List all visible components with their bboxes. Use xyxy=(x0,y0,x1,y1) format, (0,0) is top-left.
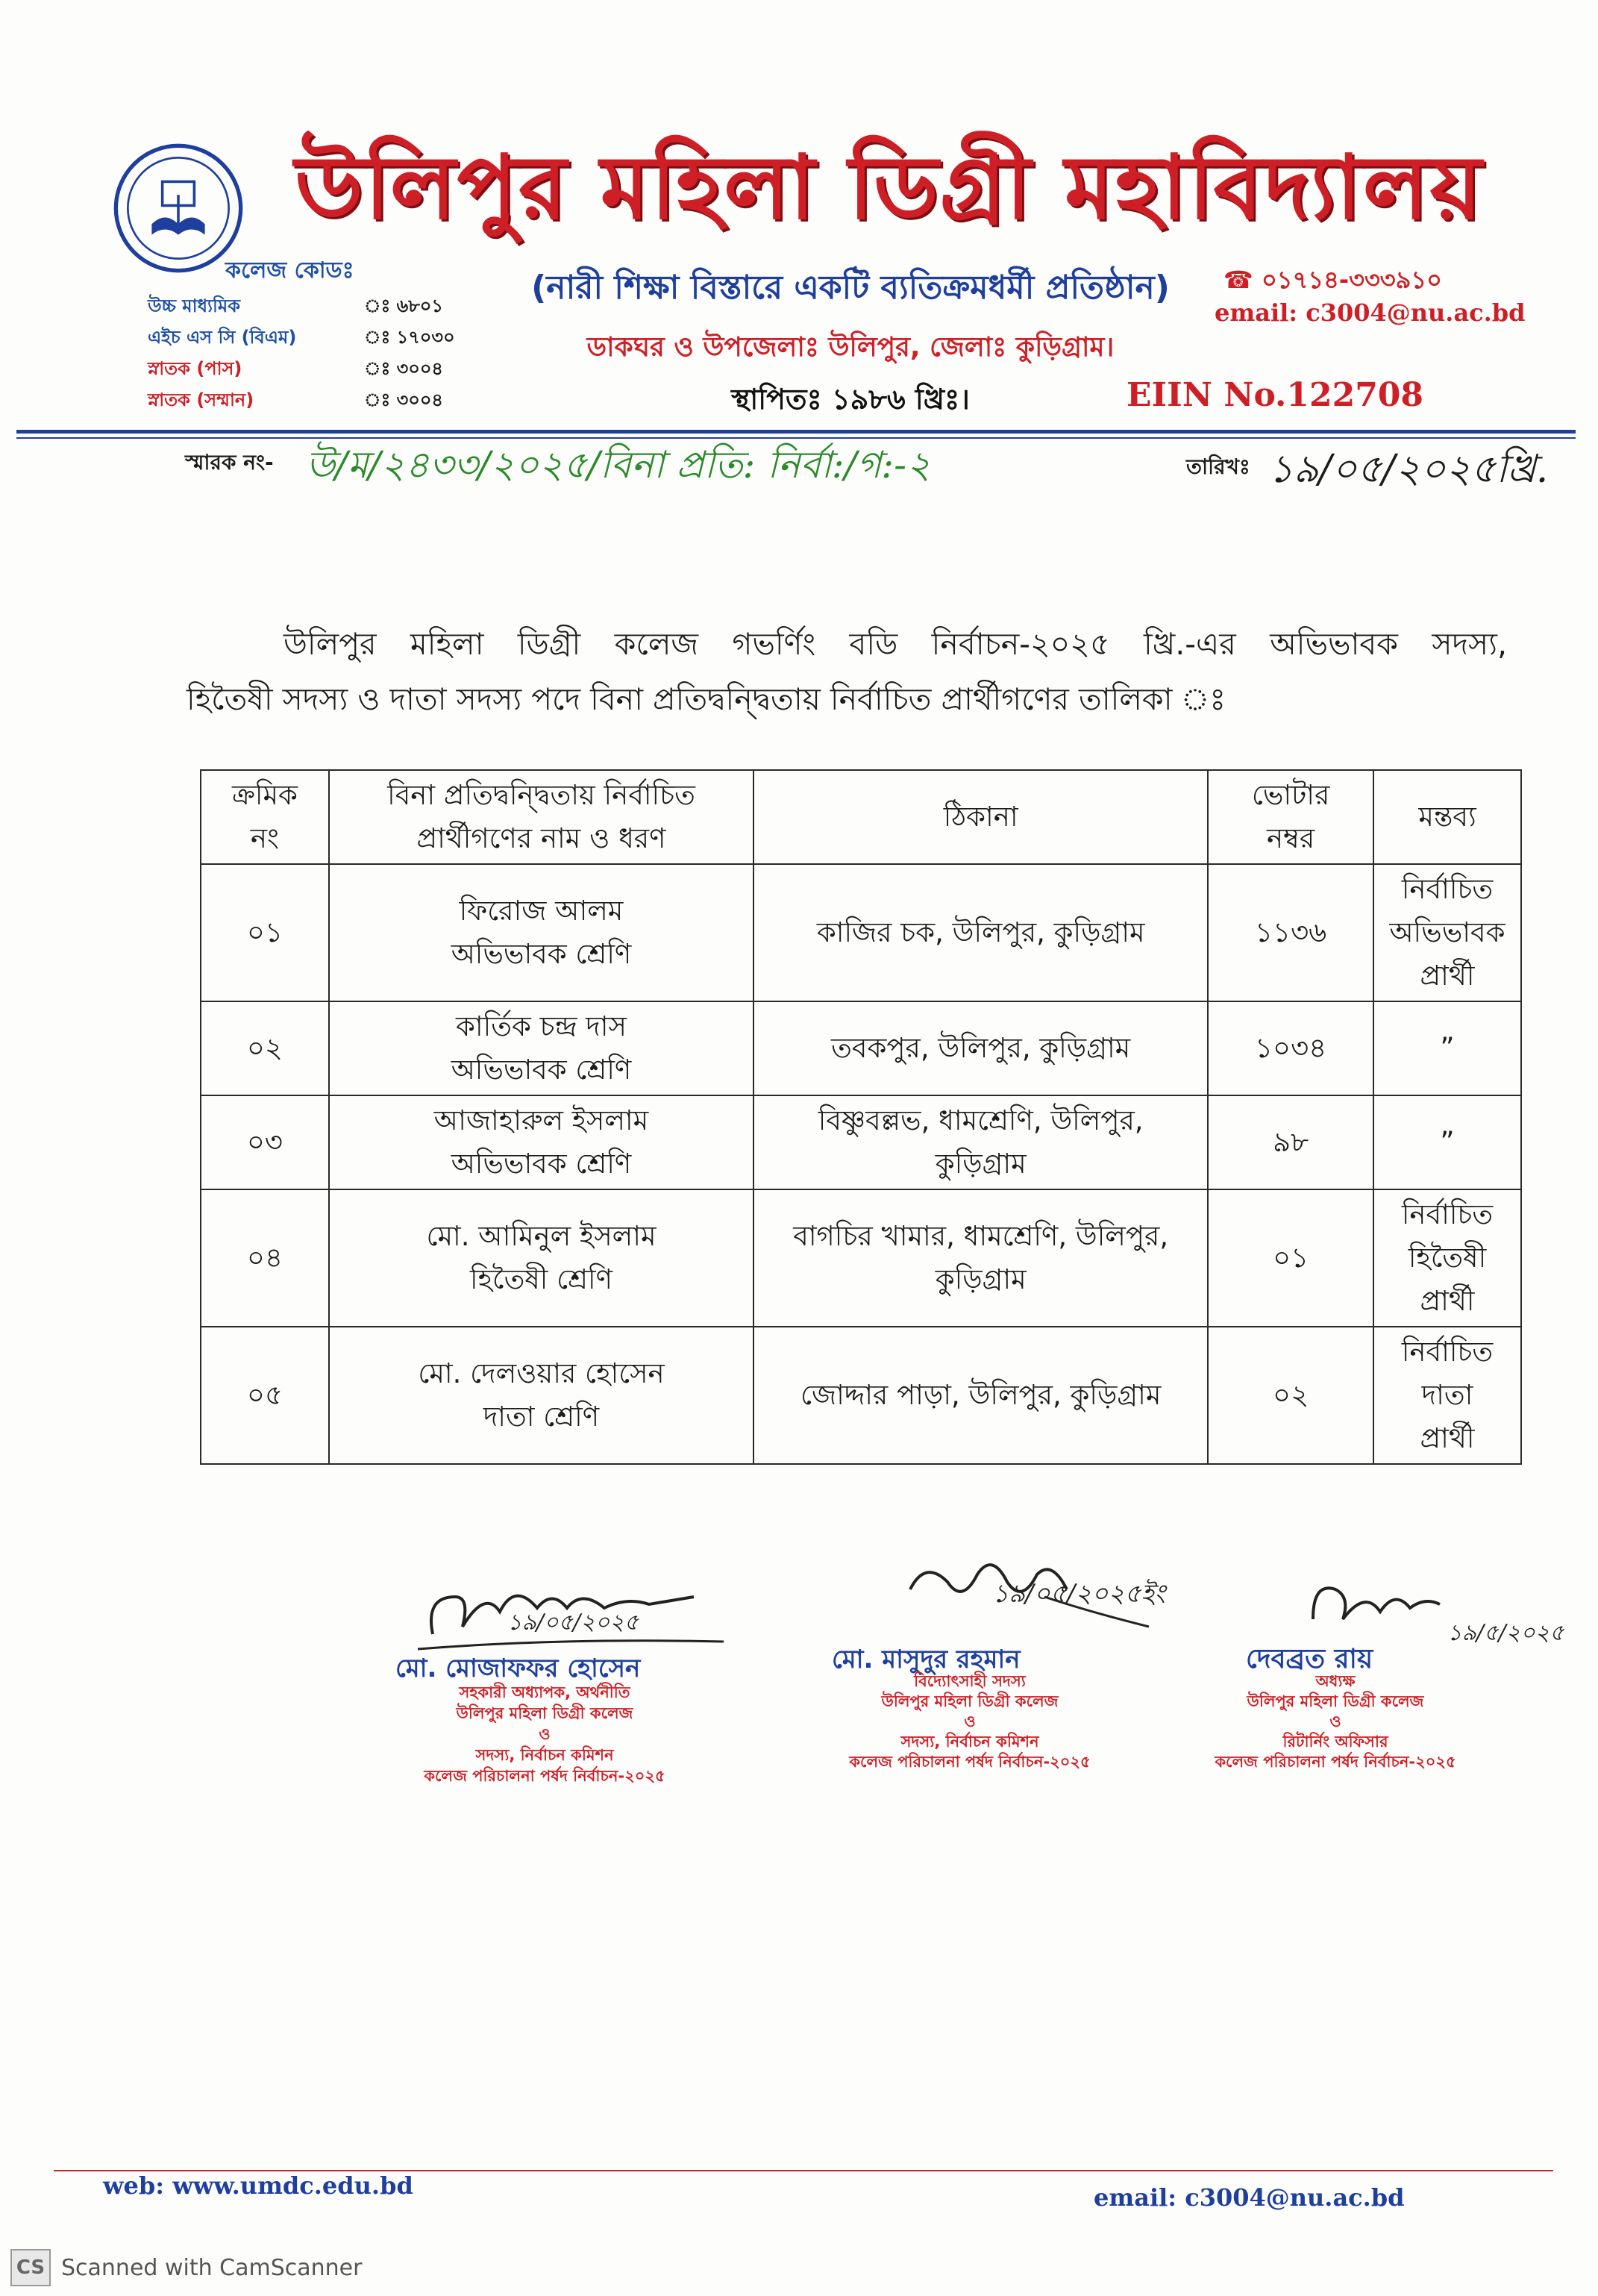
designation-line: সদস্য, নির্বাচন কমিশন xyxy=(475,1746,614,1764)
footer-email: email: c3004@nu.ac.bd xyxy=(1094,2183,1405,2212)
cell-name xyxy=(329,1095,753,1189)
intro-paragraph xyxy=(187,616,1507,727)
college-address: ডাকঘর ও উপজেলাঃ উলিপুর, জেলাঃ কুড়িগ্রাম। xyxy=(586,332,1115,363)
signature-1-date: ১৯/০৫/২০২৫ xyxy=(507,1610,639,1636)
established-year: স্থাপিতঃ ১৯৮৬ খ্রিঃ। xyxy=(731,383,970,416)
code-row-degree-pass xyxy=(148,353,461,384)
cell-serial: ০৩ xyxy=(201,1095,329,1189)
code-value: ঃ ৩০০৪ xyxy=(364,358,444,379)
candidate-name: আজাহারুল ইসলাম xyxy=(433,1104,649,1136)
code-row-degree-honours xyxy=(148,384,461,416)
candidate-name: ফিরোজ আলম xyxy=(459,895,624,927)
intro-line-2: হিতৈষী সদস্য ও দাতা সদস্য পদে বিনা প্রতিদ্বন্দ্বিতায় নির্বাচিত প্রার্থীগণের তালিকা ঃ xyxy=(187,681,1226,717)
cell-serial: ০৫ xyxy=(201,1327,329,1464)
header-text: প্রার্থীগণের নাম ও ধরণ xyxy=(416,822,666,854)
memo-date: ১৯/০৫/২০২৫খ্রি. xyxy=(1268,447,1549,492)
cell-name xyxy=(329,864,753,1001)
signature-2-date: ১৯/০৫/২০২৫ইং xyxy=(992,1579,1165,1609)
cell-address xyxy=(753,1095,1208,1189)
remarks-text: নির্বাচিত xyxy=(1401,1198,1494,1230)
header-email: email: c3004@nu.ac.bd xyxy=(1215,298,1526,327)
memo-label: স্মারক নং- xyxy=(185,450,274,475)
remarks-text: নির্বাচিত xyxy=(1401,873,1494,905)
designation-line: সহকারী অধ্যাপক, অর্থনীতি xyxy=(459,1683,630,1701)
header-text: নং xyxy=(250,822,279,854)
remarks-text: অভিভাবক xyxy=(1389,916,1505,948)
table-row xyxy=(201,1095,1521,1189)
footer-website: web: www.umdc.edu.bd xyxy=(103,2171,413,2200)
memo-number: উ/ম/২৪৩৩/২০২৫/বিনা প্রতি: নির্বা:/গ:-২ xyxy=(306,443,931,487)
candidate-name: মো. দেলওয়ার হোসেন xyxy=(418,1357,665,1389)
designation-line: কলেজ পরিচালনা পর্ষদ নির্বাচন-২০২৫ xyxy=(424,1767,665,1785)
address-line: বাগচির খামার, ধামশ্রেণি, উলিপুর, xyxy=(793,1220,1169,1252)
header-remarks: মন্তব্য xyxy=(1373,770,1521,864)
cell-remarks xyxy=(1373,1189,1521,1327)
scanner-watermark xyxy=(10,2249,362,2286)
phone-number: ☎ ০১৭১৪-৩৩৩৯১০ xyxy=(1223,266,1442,294)
header-text: ক্রমিক xyxy=(231,779,298,811)
cell-address xyxy=(753,1189,1208,1327)
college-tagline: (নারী শিক্ষা বিস্তারে একটি ব্যতিক্রমধর্মী প্রতিষ্ঠান) xyxy=(531,269,1170,307)
cell-remarks xyxy=(1373,1327,1521,1464)
cell-name xyxy=(329,1001,753,1095)
cell-serial: ০৪ xyxy=(201,1189,329,1327)
signature-1-name: মো. মোজাফফর হোসেন xyxy=(395,1654,641,1683)
college-code-title: কলেজ কোডঃ xyxy=(225,257,354,284)
cell-address: জোদ্দার পাড়া, উলিপুর, কুড়িগ্রাম xyxy=(753,1327,1208,1464)
table-row xyxy=(201,864,1521,1001)
table-row xyxy=(201,1327,1521,1464)
designation-line: ও xyxy=(1329,1712,1341,1730)
remarks-text: প্রার্থী xyxy=(1420,960,1475,992)
designation-line: ও xyxy=(539,1725,551,1743)
cell-remarks: ” xyxy=(1373,1095,1521,1189)
cell-serial: ০২ xyxy=(201,1001,329,1095)
candidate-type: অভিভাবক শ্রেণি xyxy=(451,1148,632,1180)
date-label: তারিখঃ xyxy=(1186,454,1250,479)
table-row xyxy=(201,1001,1521,1095)
cell-address: কাজির চক, উলিপুর, কুড়িগ্রাম xyxy=(753,864,1208,1001)
code-label: স্নাতক (পাস) xyxy=(148,358,242,379)
candidate-name: মো. আমিনুল ইসলাম xyxy=(426,1220,657,1252)
designation-line: রিটার্নিং অফিসার xyxy=(1282,1733,1388,1751)
cell-voter: ০২ xyxy=(1208,1327,1373,1464)
table-header-row xyxy=(201,770,1521,864)
candidate-type: দাতা শ্রেণি xyxy=(483,1401,600,1433)
header-voter xyxy=(1208,770,1373,864)
designation-line: বিদ্যোৎসাহী সদস্য xyxy=(914,1672,1026,1690)
code-label: স্নাতক (সম্মান) xyxy=(148,390,254,410)
address-line: বিষ্ণুবল্লভ, ধামশ্রেণি, উলিপুর, xyxy=(818,1104,1144,1136)
header-text: বিনা প্রতিদ্বন্দ্বিতায় নির্বাচিত xyxy=(387,779,695,811)
header-name xyxy=(329,770,753,864)
cell-voter: ১১৩৬ xyxy=(1208,864,1373,1001)
remarks-text: প্রার্থী xyxy=(1420,1285,1475,1317)
cell-name xyxy=(329,1189,753,1327)
designation-line: কলেজ পরিচালনা পর্ষদ নির্বাচন-২০২৫ xyxy=(1215,1753,1456,1771)
college-name: উলিপুর মহিলা ডিগ্রী মহাবিদ্যালয় xyxy=(295,135,1484,239)
code-value: ঃ ১৭০৩০ xyxy=(364,327,455,348)
cell-address: তবকপুর, উলিপুর, কুড়িগ্রাম xyxy=(753,1001,1208,1095)
header-divider xyxy=(16,430,1576,434)
candidate-name: কার্তিক চন্দ্র দাস xyxy=(456,1010,627,1042)
code-row-hsc-bm xyxy=(148,322,461,353)
address-line: কুড়িগ্রাম xyxy=(935,1263,1027,1295)
signature-2-designation xyxy=(821,1671,1119,1772)
remarks-text: দাতা xyxy=(1421,1379,1473,1411)
designation-line: অধ্যক্ষ xyxy=(1315,1672,1356,1690)
header-serial xyxy=(201,770,329,864)
header-text: ভোটার xyxy=(1251,779,1330,811)
remarks-text: প্রার্থী xyxy=(1420,1422,1475,1454)
cell-remarks: ” xyxy=(1373,1001,1521,1095)
designation-line: সদস্য, নির্বাচন কমিশন xyxy=(900,1733,1039,1751)
code-value: ঃ ৩০০৪ xyxy=(364,390,444,410)
cell-name xyxy=(329,1327,753,1464)
eiin-number: EIIN No.122708 xyxy=(1127,376,1424,414)
cell-serial: ০১ xyxy=(201,864,329,1001)
address-line: কুড়িগ্রাম xyxy=(935,1148,1027,1180)
code-label: উচ্চ মাধ্যমিক xyxy=(148,295,240,316)
code-value: ঃ ৬৮০১ xyxy=(364,295,443,316)
signature-2-name: মো. মাসুদুর রহমান xyxy=(832,1645,1021,1674)
designation-line: ও xyxy=(964,1712,976,1730)
designation-line: উলিপুর মহিলা ডিগ্রী কলেজ xyxy=(1247,1692,1424,1710)
code-label: এইচ এস সি (বিএম) xyxy=(148,327,297,348)
candidate-type: অভিভাবক শ্রেণি xyxy=(451,938,632,970)
signature-3-scribble-icon xyxy=(1298,1567,1447,1642)
table-row xyxy=(201,1189,1521,1327)
signature-3-date: ১৯/৫/২০২৫ xyxy=(1447,1620,1564,1646)
intro-line-1: উলিপুর মহিলা ডিগ্রী কলেজ গভর্ণিং বডি নির্বাচন-২০২৫ খ্রি.-এর অভিভাবক সদস্য, xyxy=(283,626,1507,662)
designation-line: কলেজ পরিচালনা পর্ষদ নির্বাচন-২০২৫ xyxy=(849,1753,1091,1771)
header-address: ঠিকানা xyxy=(753,770,1208,864)
designation-line: উলিপুর মহিলা ডিগ্রী কলেজ xyxy=(456,1704,633,1722)
remarks-text: নির্বাচিত xyxy=(1401,1336,1494,1368)
designation-line: উলিপুর মহিলা ডিগ্রী কলেজ xyxy=(881,1692,1059,1710)
code-row-hsc xyxy=(148,290,461,322)
cell-voter: ০১ xyxy=(1208,1189,1373,1327)
cell-remarks xyxy=(1373,864,1521,1001)
signature-3-designation xyxy=(1179,1671,1492,1772)
signature-1-designation xyxy=(388,1682,701,1786)
header-text: নম্বর xyxy=(1267,822,1315,854)
signature-3-name: দেবব্রত রায় xyxy=(1246,1644,1373,1674)
scanner-text: Scanned with CamScanner xyxy=(61,2254,363,2281)
college-code-block xyxy=(148,252,461,416)
candidate-type: অভিভাবক শ্রেণি xyxy=(451,1054,632,1086)
cell-voter: ৯৮ xyxy=(1208,1095,1373,1189)
cell-voter: ১০৩৪ xyxy=(1208,1001,1373,1095)
candidate-table xyxy=(200,769,1522,1465)
camscanner-icon: CS xyxy=(10,2249,51,2286)
remarks-text: হিতৈষী xyxy=(1408,1242,1487,1274)
candidate-type: হিতৈষী শ্রেণি xyxy=(470,1263,612,1295)
